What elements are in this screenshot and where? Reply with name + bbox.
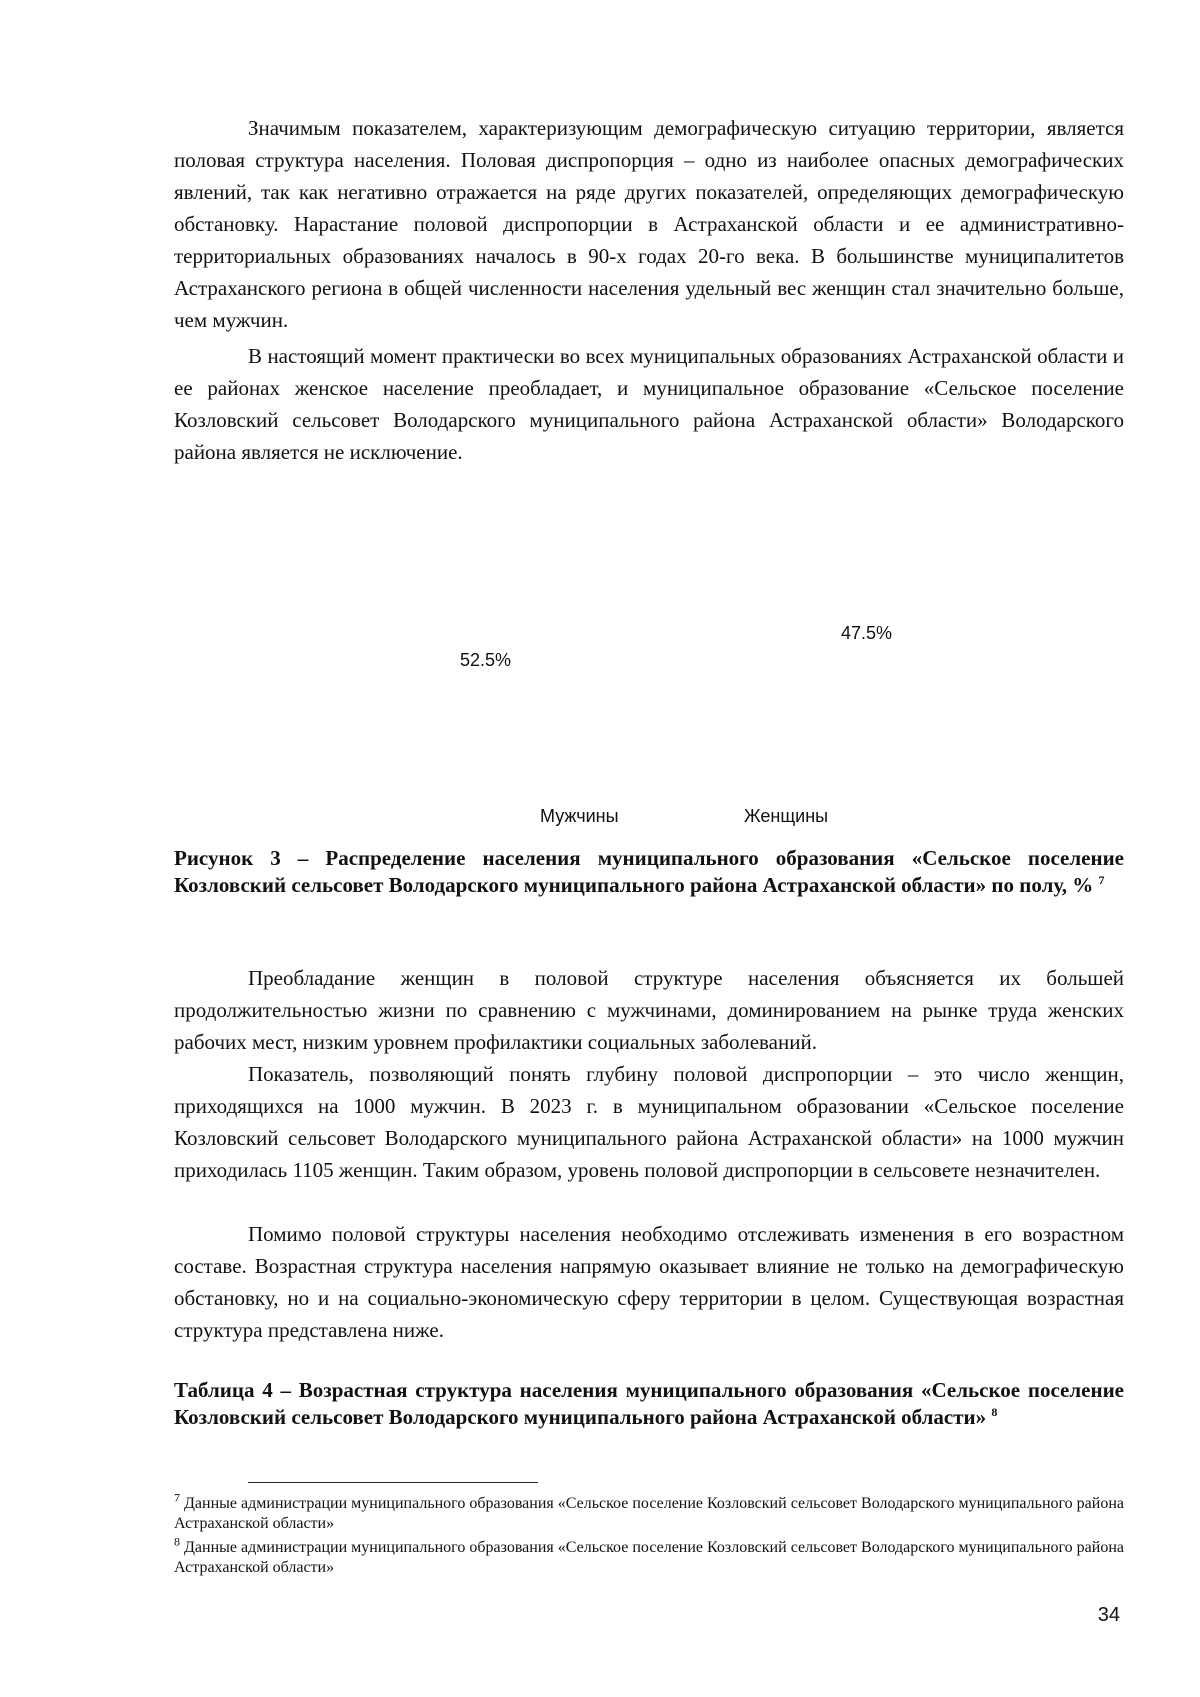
page-number: 34 <box>1097 1604 1120 1626</box>
chart-legend-women: Женщины <box>744 806 829 826</box>
footnote-text: Данные администрации муниципального образования «Сельское поселение Козловский сельсовет Володарского муниципального района Астраханской области» <box>174 1495 1125 1532</box>
footnote-text: Данные администрации муниципального образования «Сельское поселение Козловский сельсовет Володарского муниципального района Астраханской области» <box>174 1539 1125 1576</box>
figure-caption-footnote-ref: 7 <box>1098 873 1105 887</box>
footnote-number: 7 <box>174 1490 180 1505</box>
table-caption-footnote-ref: 8 <box>991 1405 998 1419</box>
chart-legend-men: Мужчины <box>540 806 619 826</box>
footnote-number: 8 <box>174 1534 180 1549</box>
footnote-8 <box>174 1534 1125 1578</box>
paragraph-age-structure: Помимо половой структуры населения необходимо отслеживать изменения в его возрастном составе. Возрастная структура населения напрямую оказывает влияние не только на демографическую обстановку, но и на социально-экономическую сферу территории в целом. Существующая возрастная структура представлена ниже. <box>174 1222 1124 1342</box>
paragraph-current-situation: В настоящий момент практически во всех муниципальных образованиях Астраханской области и ее районах женское население преобладает, и муниципальное образование «Сельское поселение Козловский сельсовет Володарского муниципального района Астраханской области» Володарского района является не исключение. <box>174 344 1124 464</box>
footnote-7 <box>174 1490 1125 1534</box>
paragraph-female-predominance: Преобладание женщин в половой структуре населения объясняется их большей продолжительностью жизни по сравнению с мужчинами, доминированием на рынке труда женских рабочих мест, низким уровнем профилактики социальных заболеваний. <box>174 966 1124 1054</box>
table-caption <box>174 1377 1124 1431</box>
table-caption-text: Таблица 4 – Возрастная структура населения муниципального образования «Сельское поселение Козловский сельсовет Володарского муниципального района Астраханской области» <box>174 1378 1124 1429</box>
paragraph-sex-structure: Значимым показателем, характеризующим демографическую ситуацию территории, является половая структура населения. Половая диспропорция – одно из наиболее опасных демографических явлений, так как негативно отражается на ряде других показателей, определяющих демографическую обстановку. Нарастание половой диспропорции в Астраханской области и ее административно-территориальных образованиях началось в 90-х годах 20-го века. В большинстве муниципалитетов Астраханского региона в общей численности населения удельный вес женщин стал значительно больше, чем мужчин. <box>174 116 1124 332</box>
chart-value-label-women: 52.5% <box>460 650 512 670</box>
figure-caption-text: Рисунок 3 – Распределение населения муниципального образования «Сельское поселение Козловский сельсовет Володарского муниципального района Астраханской области» по полу, % <box>174 846 1124 897</box>
paragraph-disproportion-index: Показатель, позволяющий понять глубину половой диспропорции – это число женщин, приходящихся на 1000 мужчин. В 2023 г. в муниципальном образовании «Сельское поселение Козловский сельсовет Володарского муниципального района Астраханской области» на 1000 мужчин приходилась 1105 женщин. Таким образом, уровень половой диспропорции в сельсовете незначителен. <box>174 1062 1124 1182</box>
chart-value-label-men: 47.5% <box>841 623 893 643</box>
footnote-separator <box>248 1482 538 1483</box>
figure-caption <box>174 845 1124 899</box>
